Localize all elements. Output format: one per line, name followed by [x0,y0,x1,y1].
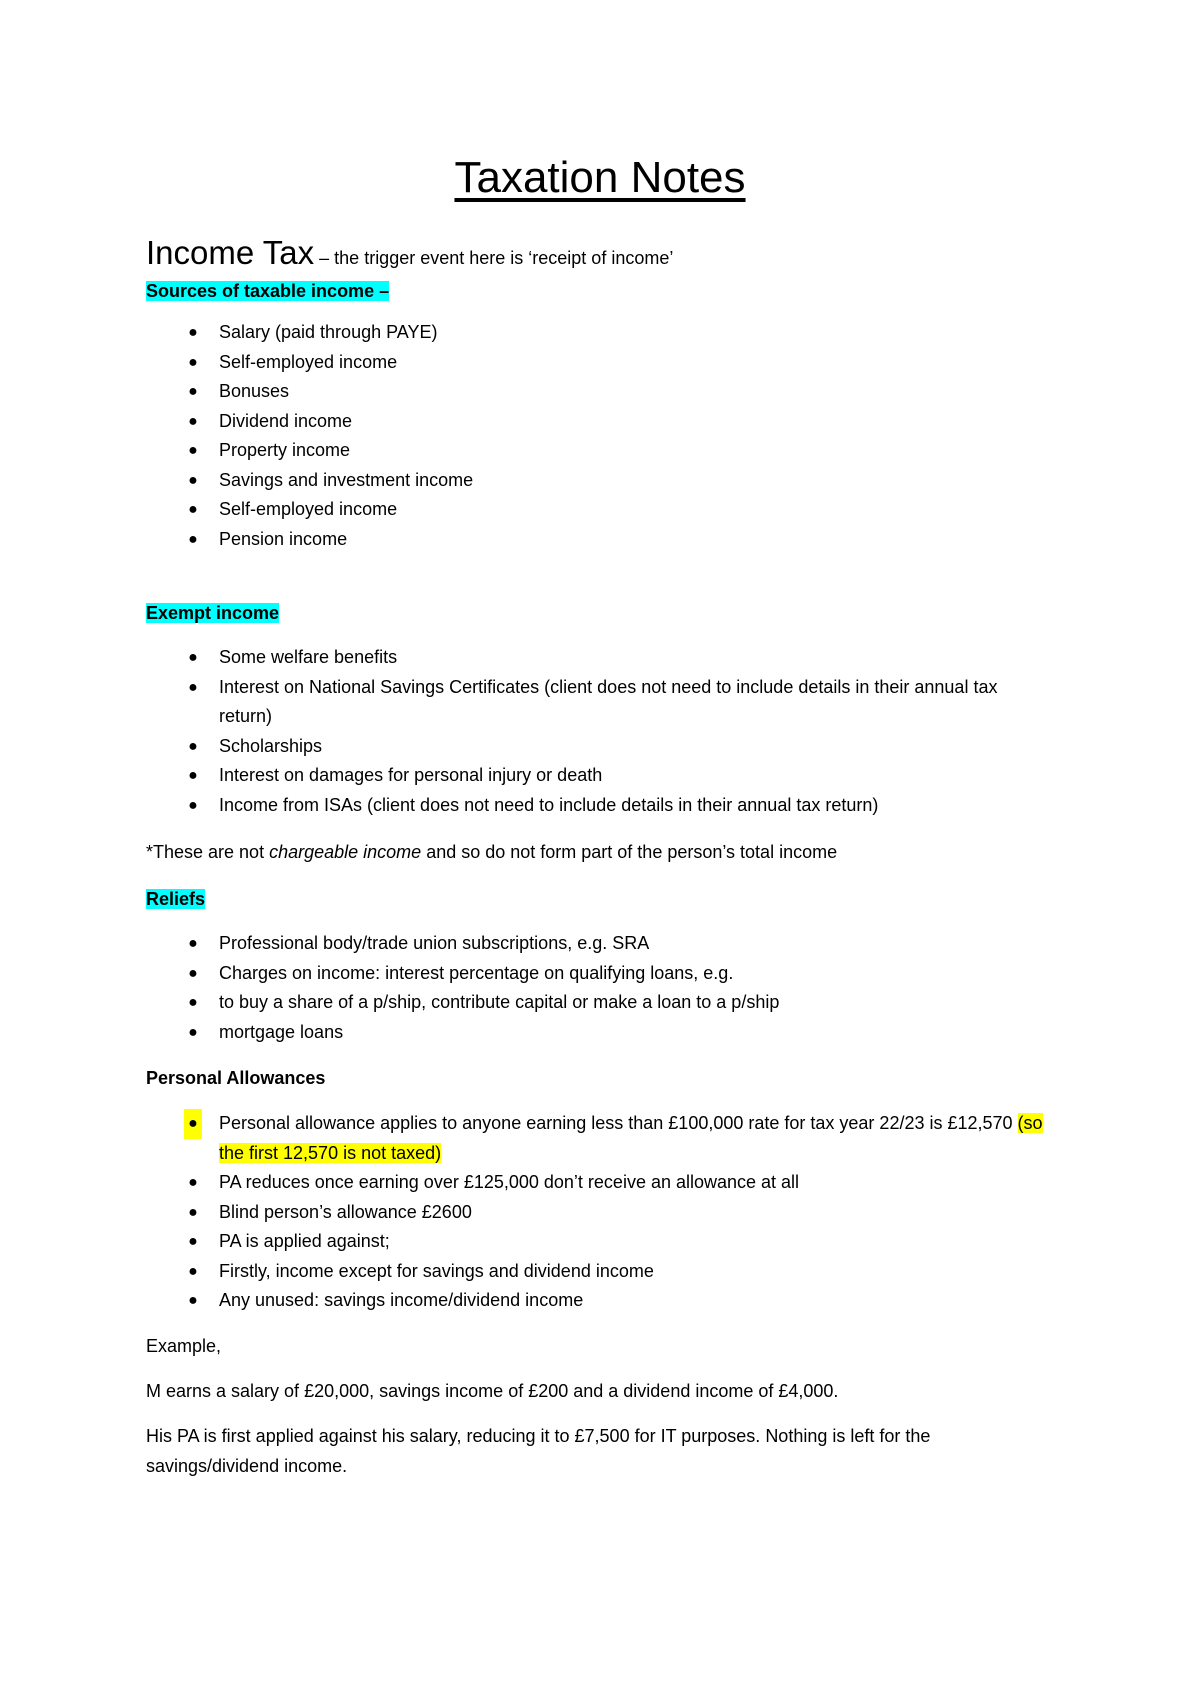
list-item [146,1257,1046,1287]
list-item [146,1227,1046,1257]
list-item-text: Bonuses [219,381,290,401]
bullet-icon: ● [188,737,198,755]
bullet-icon: ● [188,471,198,489]
list-item [146,377,1046,407]
bullet-icon: ● [188,442,198,459]
list-item-text: Personal allowance applies to anyone earning less than £100,000 rate for tax year 22/23 is £12,570 [219,1113,1018,1133]
bullet-icon: ● [188,383,198,400]
allowances-list [146,1109,1046,1316]
allowances-label [146,1066,325,1090]
list-item-text: Savings and investment income [219,469,474,490]
list-item-text: PA reduces once earning over £125,000 don’t receive an allowance at all [219,1172,800,1192]
list-item [146,791,1046,821]
exempt-list [146,643,1046,820]
list-item-text: Income from ISAs (client does not need to include details in their annual tax return) [219,794,879,815]
bullet-icon: ● [188,994,198,1011]
income-tax-title: Income Tax [146,234,315,271]
bullet-icon: ● [184,1109,202,1139]
exempt-note [146,838,1066,868]
reliefs-list [146,929,1046,1047]
exempt-note-start: *These are not [146,842,270,862]
list-item-text: PA is applied against; [219,1231,390,1251]
exempt-label [146,601,279,625]
list-item-text: Professional body/trade union subscriptions, e.g. SRA [219,933,650,953]
list-item [146,732,1046,762]
exempt-note-emphasis: chargeable income [269,842,422,862]
list-item-text: Interest on National Savings Certificates (client does not need to include details in their annual tax return) [219,676,998,726]
list-item [146,959,1046,989]
exempt-label-text: Exempt income [146,603,280,623]
document-title: Taxation Notes [454,153,746,202]
list-item [146,436,1046,466]
list-item-text: Self-employed income [219,351,398,372]
list-item-highlight: (so the first 12,570 is not taxed) [219,1113,1043,1163]
list-item-text: Salary (paid through PAYE) [219,322,438,342]
sources-label-text: Sources of taxable income – [146,281,390,301]
bullet-icon: ● [188,678,198,696]
bullet-icon: ● [188,1203,198,1221]
list-item-text: Charges on income: interest percentage on qualifying loans, e.g. [219,962,734,983]
list-item-text: Dividend income [219,410,353,431]
reliefs-label [146,887,205,911]
example-line-1: M earns a salary of £20,000, savings income of £200 and a dividend income of £4,000. [146,1381,839,1401]
allowances-label-text: Personal Allowances [146,1068,326,1088]
bullet-icon: ● [188,1262,198,1280]
list-item [146,761,1046,791]
list-item [146,318,1046,348]
list-item [146,673,1046,732]
list-item-text: to buy a share of a p/ship, contribute capital or make a loan to a p/ship [219,992,780,1012]
bullet-icon: ● [188,796,198,814]
list-item [146,525,1046,555]
list-item-text: Some welfare benefits [219,647,398,667]
sources-label [146,279,389,303]
bullet-icon: ● [188,501,198,518]
list-item [146,988,1046,1018]
income-tax-heading [146,234,673,272]
bullet-icon: ● [188,324,198,341]
bullet-icon: ● [188,530,198,548]
list-item-text: Property income [219,440,351,460]
list-item [146,348,1046,378]
bullet-icon: ● [188,1233,198,1250]
list-item-text: Any unused: savings income/dividend income [219,1290,584,1310]
list-item [146,1018,1046,1048]
sources-list [146,318,1046,554]
income-tax-subtitle: – the trigger event here is ‘receipt of income’ [314,248,674,268]
bullet-icon: ● [188,1023,198,1041]
list-item-text: Blind person’s allowance £2600 [219,1201,472,1222]
list-item-text: Pension income [219,528,348,549]
bullet-icon: ● [188,767,198,784]
bullet-icon: ● [188,1292,198,1309]
bullet-icon: ● [188,412,198,430]
list-item-text: Interest on damages for personal injury or death [219,765,603,785]
example-label: Example, [146,1336,222,1356]
list-item [146,643,1046,673]
exempt-note-end: and so do not form part of the person’s total income [421,842,838,862]
list-item [146,407,1046,437]
bullet-icon: ● [188,1174,198,1191]
list-item-text: Scholarships [219,735,323,756]
list-item [146,495,1046,525]
example-line-2: His PA is first applied against his salary, reducing it to £7,500 for IT purposes. Nothing is left for the savings/dividend income. [146,1426,931,1476]
bullet-icon: ● [188,649,198,666]
list-item [146,1198,1046,1228]
list-item [146,1286,1046,1316]
list-item-text: Firstly, income except for savings and dividend income [219,1260,654,1281]
bullet-icon: ● [188,935,198,952]
reliefs-label-text: Reliefs [146,889,206,909]
list-item-text: Self-employed income [219,499,398,519]
list-item [146,1168,1046,1198]
list-item [146,1109,1046,1168]
bullet-icon: ● [188,964,198,982]
list-item [146,466,1046,496]
bullet-icon: ● [188,353,198,371]
list-item [146,929,1046,959]
list-item-text: mortgage loans [219,1021,344,1042]
